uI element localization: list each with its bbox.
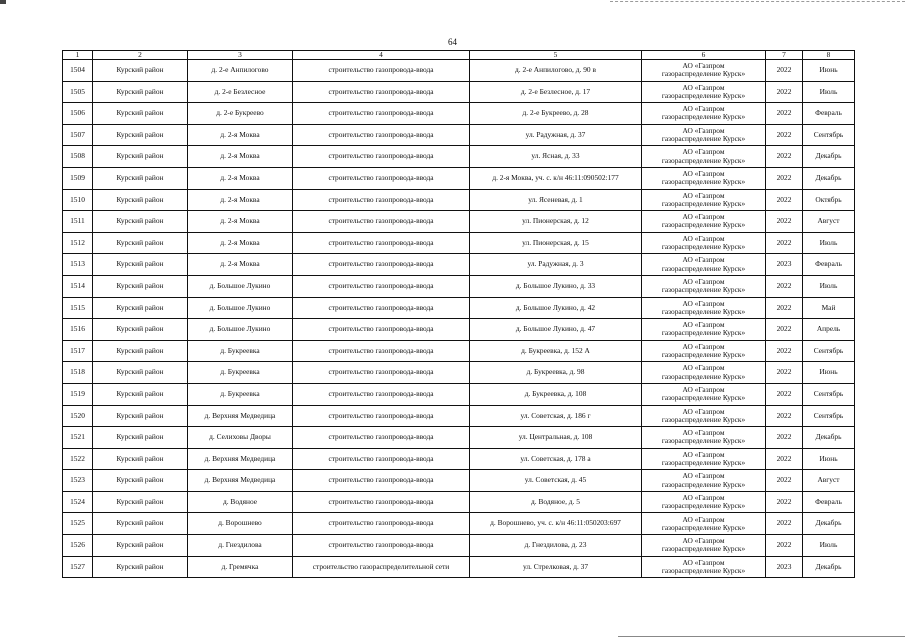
district-cell: Курский район [93, 383, 188, 405]
month-cell: Июль [803, 275, 855, 297]
district-cell: Курский район [93, 556, 188, 578]
organization-line-1: АО «Газпром [682, 147, 725, 157]
month-cell: Декабрь [803, 513, 855, 535]
row-number-cell: 1519 [63, 383, 93, 405]
work-type-cell: строительство газопровода-ввода [293, 275, 470, 297]
work-type-cell: строительство газопровода-ввода [293, 535, 470, 557]
organization-cell [642, 340, 766, 362]
month-cell: Февраль [803, 491, 855, 513]
header-row [63, 51, 855, 60]
month-cell: Май [803, 297, 855, 319]
work-type-cell: строительство газопровода-ввода [293, 362, 470, 384]
row-number-cell: 1521 [63, 427, 93, 449]
year-cell: 2022 [766, 470, 803, 492]
table-row [63, 103, 855, 125]
locality-cell: д. Букреевка [188, 362, 293, 384]
district-cell: Курский район [93, 167, 188, 189]
work-type-cell: строительство газопровода-ввода [293, 427, 470, 449]
organization-line-1: АО «Газпром [682, 536, 725, 546]
organization-line-2: газораспределение Курск» [661, 371, 746, 381]
address-cell: ул. Советская, д. 178 а [470, 448, 642, 470]
year-cell: 2022 [766, 124, 803, 146]
locality-cell: д. Верхняя Медведица [188, 470, 293, 492]
organization-line-1: АО «Газпром [682, 255, 725, 265]
row-number-cell: 1517 [63, 340, 93, 362]
row-number-cell: 1527 [63, 556, 93, 578]
organization-line-1: АО «Газпром [682, 212, 725, 222]
row-number-cell: 1523 [63, 470, 93, 492]
month-cell: Июль [803, 535, 855, 557]
organization-line-2: газораспределение Курск» [661, 457, 746, 467]
locality-cell: д. Ворошнево [188, 513, 293, 535]
address-cell: д. 2-я Моква, уч. с. к/н 46:11:090502:177 [470, 167, 642, 189]
organization-line-1: АО «Газпром [682, 492, 725, 502]
organization-line-2: газораспределение Курск» [661, 436, 746, 446]
locality-cell: д. Букреевка [188, 383, 293, 405]
address-cell: д. 2-е Безлесное, д. 17 [470, 81, 642, 103]
table-row [63, 470, 855, 492]
row-number-cell: 1508 [63, 146, 93, 168]
row-number-cell: 1520 [63, 405, 93, 427]
organization-line-1: АО «Газпром [682, 125, 725, 135]
table-row [63, 362, 855, 384]
address-cell: д. Букреевка, д. 98 [470, 362, 642, 384]
row-number-cell: 1507 [63, 124, 93, 146]
address-cell: ул. Советская, д. 45 [470, 470, 642, 492]
organization-line-2: газораспределение Курск» [661, 565, 746, 575]
table-row [63, 513, 855, 535]
organization-line-2: газораспределение Курск» [661, 414, 746, 424]
organization-cell [642, 405, 766, 427]
district-cell: Курский район [93, 405, 188, 427]
locality-cell: д. Большое Лукино [188, 297, 293, 319]
organization-line-1: АО «Газпром [682, 61, 725, 71]
month-cell: Декабрь [803, 427, 855, 449]
locality-cell: д. 2-е Букреево [188, 103, 293, 125]
address-cell: д. Большое Лукино, д. 47 [470, 319, 642, 341]
address-cell: д. Букреевка, д. 152 А [470, 340, 642, 362]
table-row [63, 319, 855, 341]
header-cell-5: 5 [470, 51, 642, 60]
year-cell: 2022 [766, 275, 803, 297]
schedule-table-container [62, 50, 844, 578]
address-cell: д. Водяное, д. 5 [470, 491, 642, 513]
table-row [63, 340, 855, 362]
organization-line-2: газораспределение Курск» [661, 393, 746, 403]
table-row [63, 535, 855, 557]
year-cell: 2022 [766, 448, 803, 470]
work-type-cell: строительство газопровода-ввода [293, 211, 470, 233]
organization-line-1: АО «Газпром [682, 104, 725, 114]
organization-cell [642, 556, 766, 578]
locality-cell: д. 2-е Безлесное [188, 81, 293, 103]
locality-cell: д. Верхняя Медведица [188, 405, 293, 427]
row-number-cell: 1506 [63, 103, 93, 125]
header-cell-2: 2 [93, 51, 188, 60]
district-cell: Курский район [93, 470, 188, 492]
organization-line-2: газораспределение Курск» [661, 263, 746, 273]
organization-line-1: АО «Газпром [682, 277, 725, 287]
row-number-cell: 1526 [63, 535, 93, 557]
header-cell-1: 1 [63, 51, 93, 60]
locality-cell: д. 2-я Моква [188, 146, 293, 168]
organization-cell [642, 427, 766, 449]
district-cell: Курский район [93, 427, 188, 449]
organization-line-2: газораспределение Курск» [661, 220, 746, 230]
organization-cell [642, 124, 766, 146]
work-type-cell: строительство газопровода-ввода [293, 340, 470, 362]
organization-line-2: газораспределение Курск» [661, 501, 746, 511]
organization-line-1: АО «Газпром [682, 385, 725, 394]
table-row [63, 556, 855, 578]
organization-cell [642, 103, 766, 125]
table-row [63, 491, 855, 513]
locality-cell: д. 2-е Анпилогово [188, 60, 293, 82]
year-cell: 2022 [766, 103, 803, 125]
row-number-cell: 1505 [63, 81, 93, 103]
work-type-cell: строительство газопровода-ввода [293, 383, 470, 405]
table-row [63, 448, 855, 470]
month-cell: Июнь [803, 362, 855, 384]
year-cell: 2022 [766, 146, 803, 168]
locality-cell: д. Букреевка [188, 340, 293, 362]
work-type-cell: строительство газопровода-ввода [293, 232, 470, 254]
year-cell: 2022 [766, 319, 803, 341]
row-number-cell: 1509 [63, 167, 93, 189]
year-cell: 2022 [766, 383, 803, 405]
organization-cell [642, 491, 766, 513]
locality-cell: д. 2-я Моква [188, 211, 293, 233]
organization-line-2: газораспределение Курск» [661, 522, 746, 532]
organization-line-1: АО «Газпром [682, 471, 725, 481]
locality-cell: д. Водяное [188, 491, 293, 513]
month-cell: Июнь [803, 448, 855, 470]
organization-cell [642, 60, 766, 82]
organization-cell [642, 211, 766, 233]
locality-cell: д. Селиховы Дворы [188, 427, 293, 449]
locality-cell: д. 2-я Моква [188, 254, 293, 276]
district-cell: Курский район [93, 448, 188, 470]
address-cell: д. 2-е Анпилогово, д. 90 в [470, 60, 642, 82]
district-cell: Курский район [93, 275, 188, 297]
work-type-cell: строительство газопровода-ввода [293, 297, 470, 319]
page-number: 64 [448, 37, 457, 47]
table-row [63, 124, 855, 146]
organization-cell [642, 189, 766, 211]
address-cell: ул. Советская, д. 186 г [470, 405, 642, 427]
work-type-cell: строительство газопровода-ввода [293, 448, 470, 470]
organization-line-1: АО «Газпром [682, 341, 725, 351]
schedule-table [62, 50, 855, 578]
table-row [63, 232, 855, 254]
row-number-cell: 1518 [63, 362, 93, 384]
year-cell: 2022 [766, 167, 803, 189]
address-cell: ул. Ясеневая, д. 1 [470, 189, 642, 211]
work-type-cell: строительство газопровода-ввода [293, 146, 470, 168]
organization-cell [642, 167, 766, 189]
month-cell: Сентябрь [803, 340, 855, 362]
district-cell: Курский район [93, 297, 188, 319]
organization-cell [642, 470, 766, 492]
locality-cell: д. Большое Лукино [188, 275, 293, 297]
organization-line-1: АО «Газпром [682, 82, 725, 92]
organization-line-1: АО «Газпром [682, 557, 725, 567]
work-type-cell: строительство газопровода-ввода [293, 491, 470, 513]
month-cell: Сентябрь [803, 405, 855, 427]
year-cell: 2022 [766, 513, 803, 535]
organization-line-2: газораспределение Курск» [661, 350, 746, 360]
organization-cell [642, 297, 766, 319]
district-cell: Курский район [93, 491, 188, 513]
organization-cell [642, 535, 766, 557]
organization-cell [642, 232, 766, 254]
table-header [63, 51, 855, 60]
month-cell: Август [803, 470, 855, 492]
year-cell: 2022 [766, 81, 803, 103]
organization-line-2: газораспределение Курск» [661, 242, 746, 252]
work-type-cell: строительство газопровода-ввода [293, 103, 470, 125]
address-cell: д. Большое Лукино, д. 33 [470, 275, 642, 297]
row-number-cell: 1516 [63, 319, 93, 341]
district-cell: Курский район [93, 60, 188, 82]
month-cell: Декабрь [803, 167, 855, 189]
year-cell: 2022 [766, 491, 803, 513]
organization-line-1: АО «Газпром [682, 406, 725, 416]
header-cell-6: 6 [642, 51, 766, 60]
work-type-cell: строительство газопровода-ввода [293, 319, 470, 341]
organization-line-2: газораспределение Курск» [661, 479, 746, 489]
year-cell: 2022 [766, 362, 803, 384]
month-cell: Февраль [803, 254, 855, 276]
year-cell: 2022 [766, 232, 803, 254]
organization-cell [642, 254, 766, 276]
organization-cell [642, 275, 766, 297]
work-type-cell: строительство газопровода-ввода [293, 60, 470, 82]
district-cell: Курский район [93, 535, 188, 557]
locality-cell: д. 2-я Моква [188, 189, 293, 211]
organization-line-2: газораспределение Курск» [661, 306, 746, 316]
work-type-cell: строительство газопровода-ввода [293, 470, 470, 492]
year-cell: 2022 [766, 405, 803, 427]
organization-line-1: АО «Газпром [682, 169, 725, 179]
month-cell: Август [803, 211, 855, 233]
locality-cell: д. 2-я Моква [188, 232, 293, 254]
table-body [63, 60, 855, 578]
organization-line-2: газораспределение Курск» [661, 198, 746, 208]
locality-cell: д. Большое Лукино [188, 319, 293, 341]
address-cell: ул. Стрелковая, д. 37 [470, 556, 642, 578]
year-cell: 2023 [766, 254, 803, 276]
organization-line-1: АО «Газпром [682, 298, 725, 308]
scan-artifact-mark [0, 0, 6, 4]
organization-cell [642, 319, 766, 341]
row-number-cell: 1512 [63, 232, 93, 254]
month-cell: Июнь [803, 60, 855, 82]
header-cell-3: 3 [188, 51, 293, 60]
address-cell: д. Большое Лукино, д. 42 [470, 297, 642, 319]
district-cell: Курский район [93, 254, 188, 276]
organization-line-1: АО «Газпром [682, 514, 725, 524]
organization-line-1: АО «Газпром [682, 428, 725, 438]
district-cell: Курский район [93, 340, 188, 362]
organization-line-2: газораспределение Курск» [661, 177, 746, 187]
year-cell: 2022 [766, 340, 803, 362]
locality-cell: д. Гнездилова [188, 535, 293, 557]
organization-line-2: газораспределение Курск» [661, 155, 746, 165]
district-cell: Курский район [93, 513, 188, 535]
organization-line-1: АО «Газпром [682, 363, 725, 373]
district-cell: Курский район [93, 146, 188, 168]
month-cell: Апрель [803, 319, 855, 341]
work-type-cell: строительство газопровода-ввода [293, 167, 470, 189]
scan-artifact-line-bottom [618, 636, 905, 638]
district-cell: Курский район [93, 362, 188, 384]
address-cell: ул. Ясная, д. 33 [470, 146, 642, 168]
work-type-cell: строительство газопровода-ввода [293, 81, 470, 103]
row-number-cell: 1504 [63, 60, 93, 82]
locality-cell: д. Верхняя Медведица [188, 448, 293, 470]
row-number-cell: 1513 [63, 254, 93, 276]
scan-artifact-line-top [610, 1, 905, 3]
row-number-cell: 1524 [63, 491, 93, 513]
table-row [63, 275, 855, 297]
row-number-cell: 1525 [63, 513, 93, 535]
organization-line-1: АО «Газпром [682, 320, 725, 330]
table-row [63, 254, 855, 276]
address-cell: д. Гнездилова, д. 23 [470, 535, 642, 557]
header-cell-7: 7 [766, 51, 803, 60]
year-cell: 2022 [766, 427, 803, 449]
month-cell: Июль [803, 81, 855, 103]
organization-line-1: АО «Газпром [682, 233, 725, 243]
month-cell: Октябрь [803, 189, 855, 211]
month-cell: Сентябрь [803, 124, 855, 146]
year-cell: 2022 [766, 189, 803, 211]
header-cell-4: 4 [293, 51, 470, 60]
organization-line-2: газораспределение Курск» [661, 90, 746, 100]
locality-cell: д. 2-я Моква [188, 124, 293, 146]
district-cell: Курский район [93, 319, 188, 341]
work-type-cell: строительство газопровода-ввода [293, 254, 470, 276]
organization-line-2: газораспределение Курск» [661, 285, 746, 295]
row-number-cell: 1515 [63, 297, 93, 319]
year-cell: 2022 [766, 297, 803, 319]
district-cell: Курский район [93, 189, 188, 211]
year-cell: 2022 [766, 60, 803, 82]
table-row [63, 297, 855, 319]
row-number-cell: 1511 [63, 211, 93, 233]
organization-cell [642, 81, 766, 103]
table-row [63, 81, 855, 103]
header-cell-8: 8 [803, 51, 855, 60]
organization-line-2: газораспределение Курск» [661, 112, 746, 122]
organization-cell [642, 448, 766, 470]
address-cell: д. Букреевка, д. 108 [470, 383, 642, 405]
organization-cell [642, 146, 766, 168]
row-number-cell: 1522 [63, 448, 93, 470]
district-cell: Курский район [93, 211, 188, 233]
row-number-cell: 1510 [63, 189, 93, 211]
address-cell: ул. Пионерская, д. 15 [470, 232, 642, 254]
address-cell: ул. Пионерская, д. 12 [470, 211, 642, 233]
work-type-cell: строительство газопровода-ввода [293, 405, 470, 427]
month-cell: Июль [803, 232, 855, 254]
work-type-cell: строительство газопровода-ввода [293, 189, 470, 211]
district-cell: Курский район [93, 81, 188, 103]
work-type-cell: строительство газораспределительной сети [293, 556, 470, 578]
organization-cell [642, 362, 766, 384]
row-number-cell: 1514 [63, 275, 93, 297]
address-cell: ул. Центральная, д. 108 [470, 427, 642, 449]
organization-line-2: газораспределение Курск» [661, 69, 746, 79]
organization-line-1: АО «Газпром [682, 190, 725, 200]
district-cell: Курский район [93, 232, 188, 254]
year-cell: 2023 [766, 556, 803, 578]
locality-cell: д. 2-я Моква [188, 167, 293, 189]
year-cell: 2022 [766, 211, 803, 233]
address-cell: ул. Радужная, д. 37 [470, 124, 642, 146]
organization-line-1: АО «Газпром [682, 449, 725, 459]
district-cell: Курский район [93, 103, 188, 125]
work-type-cell: строительство газопровода-ввода [293, 513, 470, 535]
work-type-cell: строительство газопровода-ввода [293, 124, 470, 146]
month-cell: Декабрь [803, 146, 855, 168]
table-row [63, 60, 855, 82]
organization-cell [642, 383, 766, 405]
organization-cell [642, 513, 766, 535]
address-cell: ул. Радужная, д. 3 [470, 254, 642, 276]
organization-line-2: газораспределение Курск» [661, 544, 746, 554]
month-cell: Сентябрь [803, 383, 855, 405]
table-row [63, 427, 855, 449]
table-row [63, 405, 855, 427]
address-cell: д. 2-е Букреево, д. 28 [470, 103, 642, 125]
address-cell: д. Ворошнево, уч. с. к/н 46:11:050203:697 [470, 513, 642, 535]
table-row [63, 167, 855, 189]
locality-cell: д. Гремячка [188, 556, 293, 578]
organization-line-2: газораспределение Курск» [661, 328, 746, 338]
table-row [63, 383, 855, 405]
table-row [63, 189, 855, 211]
month-cell: Февраль [803, 103, 855, 125]
table-row [63, 146, 855, 168]
year-cell: 2022 [766, 535, 803, 557]
month-cell: Декабрь [803, 556, 855, 578]
table-row [63, 211, 855, 233]
organization-line-2: газораспределение Курск» [661, 134, 746, 144]
district-cell: Курский район [93, 124, 188, 146]
